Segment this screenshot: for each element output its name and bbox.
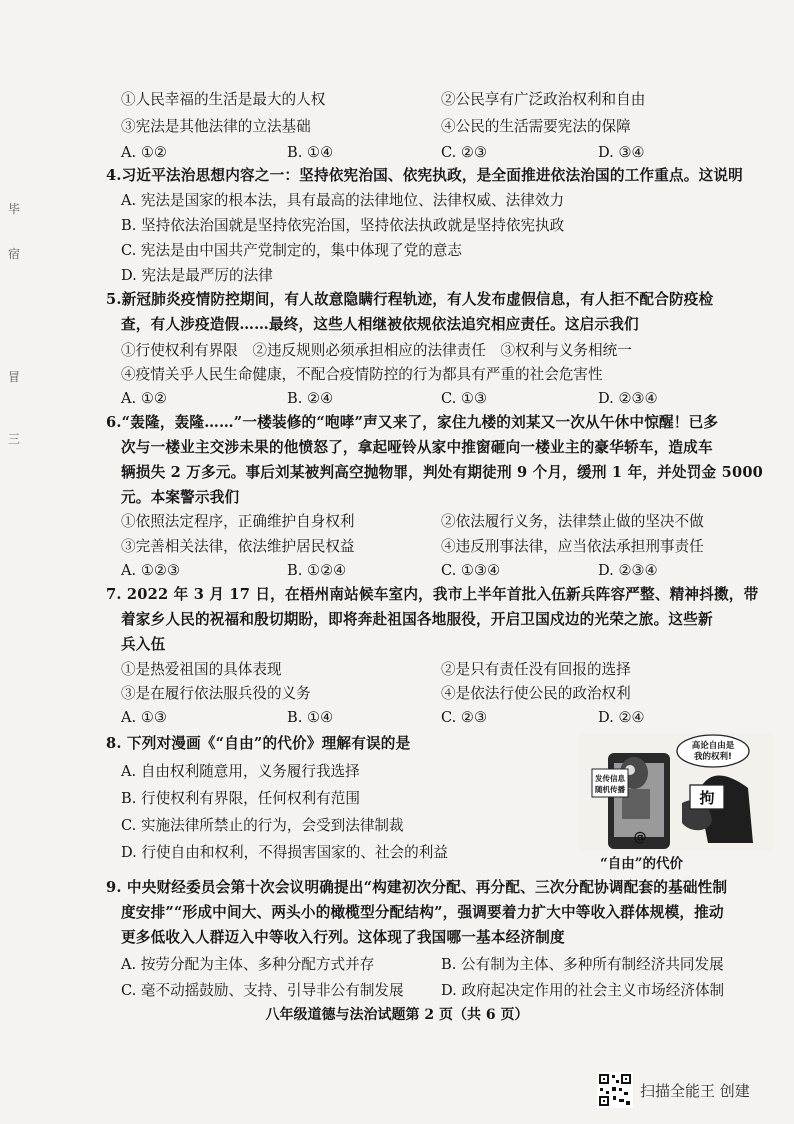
q5-stem-line-1: 5.新冠肺炎疫情防控期间，有人故意隐瞒行程轨迹，有人发布虚假信息，有人拒不配合防疫检 [106, 291, 714, 308]
q6-option-2: ②依法履行义务，法律禁止做的坚决不做 [441, 513, 704, 530]
q4-choice-d: D. 宪法是最严厉的法律 [121, 267, 273, 284]
q7-choice-c: C. ②③ [441, 709, 488, 726]
cartoon-left-label-2: 随机传播 [595, 785, 625, 794]
freedom-price-cartoon [578, 733, 774, 851]
q5-options-line-2: ④疫情关乎人民生命健康，不配合疫情防控的行为都具有严重的社会危害性 [121, 366, 603, 383]
cartoon-bubble-line-1: 高论自由是 [691, 741, 735, 751]
cartoon-caption: “自由”的代价 [600, 856, 684, 872]
q3-choice-d: D. ③④ [598, 144, 645, 161]
q3-choice-c: C. ②③ [441, 144, 488, 161]
q7-choice-d: D. ②④ [598, 709, 645, 726]
q7-choice-b: B. ①④ [287, 709, 334, 726]
cartoon-sign: 拘 [699, 789, 715, 807]
q3-choice-a: A. ①② [121, 144, 167, 161]
q9-stem-line-2: 度安排”“形成中间大、两头小的橄榄型分配结构”，强调要着力扩大中等收入群体规模，推动 [121, 904, 724, 921]
q6-stem-line-1: 6.“轰隆，轰隆……”一楼装修的“咆哮”声又来了，家住九楼的刘某又一次从午休中惊醒！已多 [106, 414, 719, 431]
q6-choice-b: B. ①②④ [287, 562, 347, 579]
margin-mark: 毕 [8, 202, 21, 216]
q9-stem-line-1: 9. 中央财经委员会第十次会议明确提出“构建初次分配、再分配、三次分配协调配套的基础性制 [106, 879, 728, 896]
cartoon-left-label-1: 发传信息 [595, 774, 625, 783]
q4-stem: 4.习近平法治思想内容之一：坚持依宪治国、依宪执政，是全面推进依法治国的工作重点。这说明 [106, 167, 743, 184]
q9-choice-a: A. 按劳分配为主体、多种分配方式并存 [121, 956, 375, 973]
q7-option-4: ④是依法行使公民的政治权利 [441, 685, 631, 702]
qr-code-icon [597, 1072, 633, 1108]
q6-option-4: ④违反刑事法律，应当依法承担刑事责任 [441, 538, 704, 555]
q8-choice-c: C. 实施法律所禁止的行为，会受到法律制裁 [121, 817, 404, 834]
q3-option-4: ④公民的生活需要宪法的保障 [441, 118, 631, 135]
q6-stem-line-3: 辆损失 2 万多元。事后刘某被判高空抛物罪，判处有期徒刑 9 个月，缓刑 1 年，并处罚金 5000 [121, 464, 764, 481]
q3-option-1: ①人民幸福的生活是最大的人权 [121, 91, 326, 108]
q3-option-3: ③宪法是其他法律的立法基础 [121, 118, 311, 135]
q9-choice-d: D. 政府起决定作用的社会主义市场经济体制 [441, 982, 725, 999]
q8-choice-d: D. 行使自由和权利，不得损害国家的、社会的利益 [121, 844, 448, 861]
q6-stem-line-2: 次与一楼业主交涉未果的他愤怒了，拿起哑铃从家中推窗砸向一楼业主的豪华轿车，造成车 [121, 439, 713, 456]
q5-choice-c: C. ①③ [441, 390, 488, 407]
q7-stem-line-1: 7. 2022 年 3 月 17 日，在梧州南站候车室内，我市上半年首批入伍新兵阵容严整、精神抖擞，带 [106, 586, 759, 603]
q7-stem-line-2: 着家乡人民的祝福和殷切期盼，即将奔赴祖国各地服役，开启卫国戍边的光荣之旅。这些新 [121, 611, 713, 628]
q6-choice-c: C. ①③④ [441, 562, 501, 579]
q6-stem-line-4: 元。本案警示我们 [121, 489, 240, 506]
scanner-watermark: 扫描全能王 创建 [640, 1082, 750, 1100]
q3-choice-b: B. ①④ [287, 144, 334, 161]
q7-option-2: ②是只有责任没有回报的选择 [441, 661, 631, 678]
q7-stem-line-3: 兵入伍 [121, 636, 166, 653]
q7-option-1: ①是热爱祖国的具体表现 [121, 661, 282, 678]
q5-choice-a: A. ①② [121, 390, 167, 407]
q8-stem: 8. 下列对漫画《“自由”的代价》理解有误的是 [106, 735, 411, 752]
q8-choice-b: B. 行使权利有界限，任何权利有范围 [121, 790, 360, 807]
q6-choice-a: A. ①②③ [121, 562, 181, 579]
q9-choice-c: C. 毫不动摇鼓励、支持、引导非公有制发展 [121, 982, 404, 999]
q6-option-3: ③完善相关法律，依法维护居民权益 [121, 538, 355, 555]
q5-choice-d: D. ②③④ [598, 390, 658, 407]
q9-choice-b: B. 公有制为主体、多种所有制经济共同发展 [441, 956, 724, 973]
q6-option-1: ①依照法定程序，正确维护自身权利 [121, 513, 355, 530]
q7-choice-a: A. ①③ [121, 709, 167, 726]
page-footer: 八年级道德与法治试题第 2 页（共 6 页） [265, 1007, 529, 1023]
cartoon-bubble-line-2: 我的权利! [694, 752, 732, 762]
q5-options-line-1: ①行使权利有界限 ②违反规则必须承担相应的法律责任 ③权利与义务相统一 [121, 342, 632, 359]
margin-mark: 冒 [8, 370, 21, 384]
q6-choice-d: D. ②③④ [598, 562, 658, 579]
q9-stem-line-3: 更多低收入人群迈入中等收入行列。这体现了我国哪一基本经济制度 [121, 929, 565, 946]
cartoon-at-symbol: @ [633, 830, 647, 845]
q5-choice-b: B. ②④ [287, 390, 334, 407]
q4-choice-a: A. 宪法是国家的根本法，具有最高的法律地位、法律权威、法律效力 [121, 192, 565, 209]
q4-choice-b: B. 坚持依法治国就是坚持依宪治国，坚持依法执政就是坚持依宪执政 [121, 217, 565, 234]
margin-mark: 三 [8, 432, 21, 446]
q5-stem-line-2: 查，有人涉疫造假……最终，这些人相继被依规依法追究相应责任。这启示我们 [121, 316, 639, 333]
q8-choice-a: A. 自由权利随意用，义务履行我选择 [121, 763, 360, 780]
margin-mark: 宿 [8, 247, 21, 261]
q4-choice-c: C. 宪法是由中国共产党制定的，集中体现了党的意志 [121, 242, 462, 259]
q3-option-2: ②公民享有广泛政治权利和自由 [441, 91, 646, 108]
q7-option-3: ③是在履行依法服兵役的义务 [121, 685, 311, 702]
